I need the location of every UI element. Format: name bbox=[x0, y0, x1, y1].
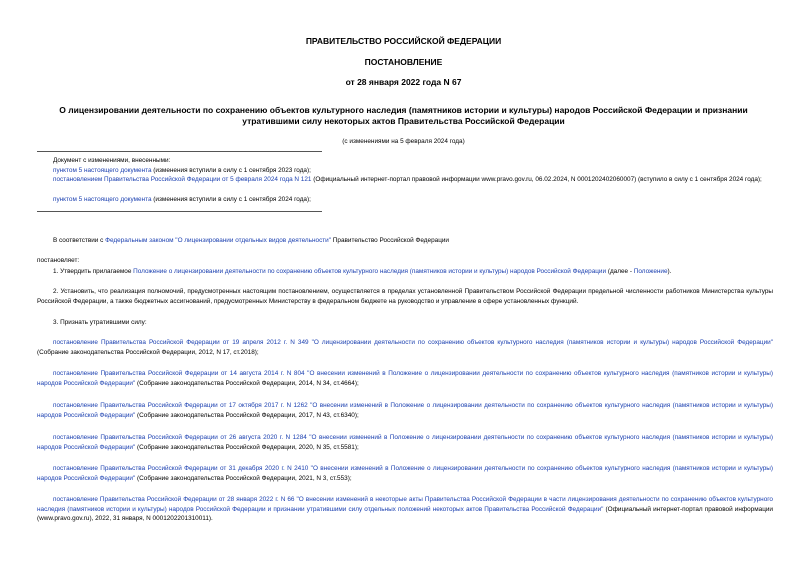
repealed-item-3-link[interactable]: постановление Правительства Российской Федерации от 17 октября 2017 г. N 1262 "О внесении изменений в Положение о лицензировании деятельности по сохранению объектов культурного наследия (памятников истории и культуры) народов Российской Федерации" bbox=[37, 402, 773, 419]
revision-note: (с изменениями на 5 февраля 2024 года) bbox=[342, 138, 465, 145]
changes-item-3-link[interactable]: пунктом 5 настоящего документа bbox=[53, 196, 152, 203]
paragraph-1-after: (далее - bbox=[606, 268, 634, 275]
changes-item-1-link[interactable]: пунктом 5 настоящего документа bbox=[53, 166, 152, 174]
changes-bottom-divider bbox=[37, 211, 322, 212]
date-number-heading: от 28 января 2022 года N 67 bbox=[345, 77, 462, 87]
repealed-item-6-link[interactable]: постановление Правительства Российской Федерации от 28 января 2022 г. N 66 "О внесении изменений в некоторые акты Правительства Российской Федерации в части лицензирования деятельности по сохранению объектов культурного наследия (памятников истории и культуры) народов Российской Федерации и признании утратившими силу отдельных положений некоторых актов Правительства Российской Федерации" bbox=[37, 496, 773, 513]
resolves-text: постановляет: bbox=[37, 257, 80, 264]
document-type-heading: ПОСТАНОВЛЕНИЕ bbox=[364, 57, 443, 67]
repealed-item-3 bbox=[37, 401, 773, 420]
changes-item-2-link[interactable]: постановлением Правительства Российской Федерации от 5 февраля 2024 года N 121 bbox=[53, 176, 312, 183]
paragraph-1 bbox=[53, 267, 773, 277]
changes-item-1 bbox=[53, 166, 773, 176]
document-title: О лицензировании деятельности по сохранению объектов культурного наследия (памятников истории и культуры) народов Российской Федерации и признании утратившими силу некоторых актов Правительства Российской Федерации bbox=[59, 105, 748, 126]
federal-law-link[interactable]: Федеральным законом "О лицензировании отдельных видов деятельности" bbox=[105, 237, 332, 244]
repealed-item-2-text: (Собрание законодательства Российской Федерации, 2014, N 34, ст.4664); bbox=[135, 379, 359, 387]
repealed-item-1-text: (Собрание законодательства Российской Федерации, 2012, N 17, ст.2018); bbox=[37, 348, 259, 356]
repealed-item-6-text: (Официальный интернет-портал правовой информации (www.pravo.gov.ru), 2022, 31 января, N 0001202201310011). bbox=[37, 505, 773, 523]
preamble-text-before: В соответствии с bbox=[53, 237, 106, 244]
paragraph-2: 2. Установить, что реализация полномочий, предусмотренных настоящим постановлением, осуществляется в пределах установленной Правительством Российской Федерации предельной численности работников Министерства культуры Российской Федерации, а также бюджетных ассигнований, предусмотренных Министерству в федеральном бюджете на руководство и управление в сфере установленных функций. bbox=[37, 288, 773, 305]
government-heading: ПРАВИТЕЛЬСТВО РОССИЙСКОЙ ФЕДЕРАЦИИ bbox=[305, 36, 502, 46]
repealed-item-3-text: (Собрание законодательства Российской Федерации, 2017, N 43, ст.6340); bbox=[135, 411, 359, 419]
preamble-text-after: Правительство Российской Федерации bbox=[331, 237, 449, 244]
changes-item-2-text: (Официальный интернет-портал правовой информации www.pravo.gov.ru, 06.02.2024, N 0001202402060007) (вступило в силу с 1 сентября 2024 года); bbox=[311, 176, 762, 183]
repealed-item-5-link[interactable]: постановление Правительства Российской Федерации от 31 декабря 2020 г. N 2410 "О внесении изменений в Положение о лицензировании деятельности по сохранению объектов культурного наследия (памятников истории и культуры) народов Российской Федерации" bbox=[37, 465, 773, 482]
repealed-item-1-link[interactable]: постановление Правительства Российской Федерации от 19 апреля 2012 г. N 349 "О лицензировании деятельности по сохранению объектов культурного наследия (памятников истории и культуры) народов Российской Федерации" bbox=[53, 339, 773, 346]
repealed-item-6 bbox=[37, 495, 773, 524]
changes-item-2 bbox=[37, 175, 773, 185]
repealed-item-5 bbox=[37, 464, 773, 483]
paragraph-3: 3. Признать утратившими силу: bbox=[53, 319, 147, 326]
repealed-item-2 bbox=[37, 369, 773, 388]
paragraph-1-end: ). bbox=[667, 268, 672, 275]
repealed-item-2-link[interactable]: постановление Правительства Российской Федерации от 14 августа 2014 г. N 804 "О внесении изменений в Положение о лицензировании деятельности по сохранению объектов культурного наследия (памятников истории и культуры) народов Российской Федерации" bbox=[37, 370, 773, 387]
changes-item-3-text: (изменения вступили в силу с 1 сентября 2024 года); bbox=[151, 196, 311, 203]
repealed-item-4-link[interactable]: постановление Правительства Российской Федерации от 26 августа 2020 г. N 1284 "О внесении изменений в Положение о лицензировании деятельности по сохранению объектов культурного наследия (памятников истории и культуры) народов Российской Федерации" bbox=[37, 434, 773, 451]
regulation-link[interactable]: Положение о лицензировании деятельности по сохранению объектов культурного наследия (памятников истории и культуры) народов Российской Федерации bbox=[133, 268, 607, 275]
changes-item-3 bbox=[53, 195, 773, 205]
changes-item-1-text: (изменения вступили в силу с 1 сентября 2023 года); bbox=[151, 166, 311, 174]
changes-intro: Документ с изменениями, внесенными: bbox=[53, 157, 171, 164]
changes-top-divider bbox=[37, 151, 322, 152]
repealed-item-5-text: (Собрание законодательства Российской Федерации, 2021, N 3, ст.553); bbox=[135, 474, 352, 482]
repealed-item-4 bbox=[37, 433, 773, 452]
repealed-item-1 bbox=[37, 338, 773, 357]
regulation-short-link[interactable]: Положение bbox=[633, 268, 668, 275]
preamble bbox=[53, 236, 773, 246]
repealed-item-4-text: (Собрание законодательства Российской Федерации, 2020, N 35, ст.5581); bbox=[135, 443, 359, 451]
paragraph-1-before: 1. Утвердить прилагаемое bbox=[53, 268, 134, 275]
